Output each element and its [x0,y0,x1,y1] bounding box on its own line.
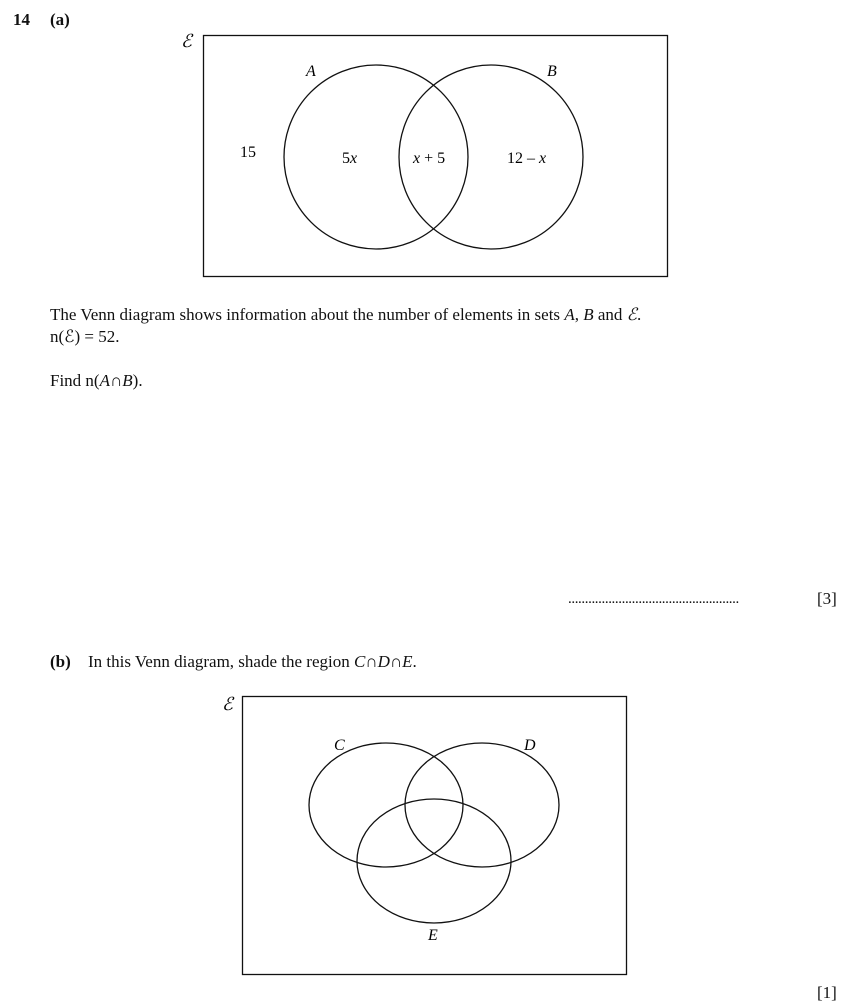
part-a-description: The Venn diagram shows information about the number of elements in sets A, B and ℰ. [50,305,642,324]
set-d-label: D [524,737,536,754]
marks-a: [3] [817,589,837,608]
a-only-region-value: 5x [342,150,358,167]
marks-b: [1] [817,983,837,1002]
venn-diagram-b[interactable] [0,680,853,990]
part-a-label: (a) [50,10,70,29]
question-number: 14 [13,10,30,29]
part-b-label: (b) [50,652,71,671]
universal-set-symbol: ℰ [181,31,192,51]
part-b-instruction: In this Venn diagram, shade the region C∩D∩E. [88,652,417,671]
outside-region-value: 15 [240,144,256,161]
set-c-label: C [334,737,345,754]
part-a-question: Find n(A∩B). [50,371,143,390]
intersection-region-value: x + 5 [413,150,446,167]
set-d-ellipse[interactable] [405,743,559,867]
set-e-label: E [428,927,438,944]
b-only-region-value: 12 – x [507,150,547,167]
set-a-label: A [306,63,316,80]
universal-set-size: n(ℰ) = 52. [50,327,120,346]
set-c-ellipse[interactable] [309,743,463,867]
answer-line-a[interactable]: ................................................... [568,591,739,607]
set-b-label: B [547,63,557,80]
universal-set-symbol-b: ℰ [222,694,233,714]
venn-diagram-a [0,0,853,290]
set-e-ellipse[interactable] [357,799,511,923]
